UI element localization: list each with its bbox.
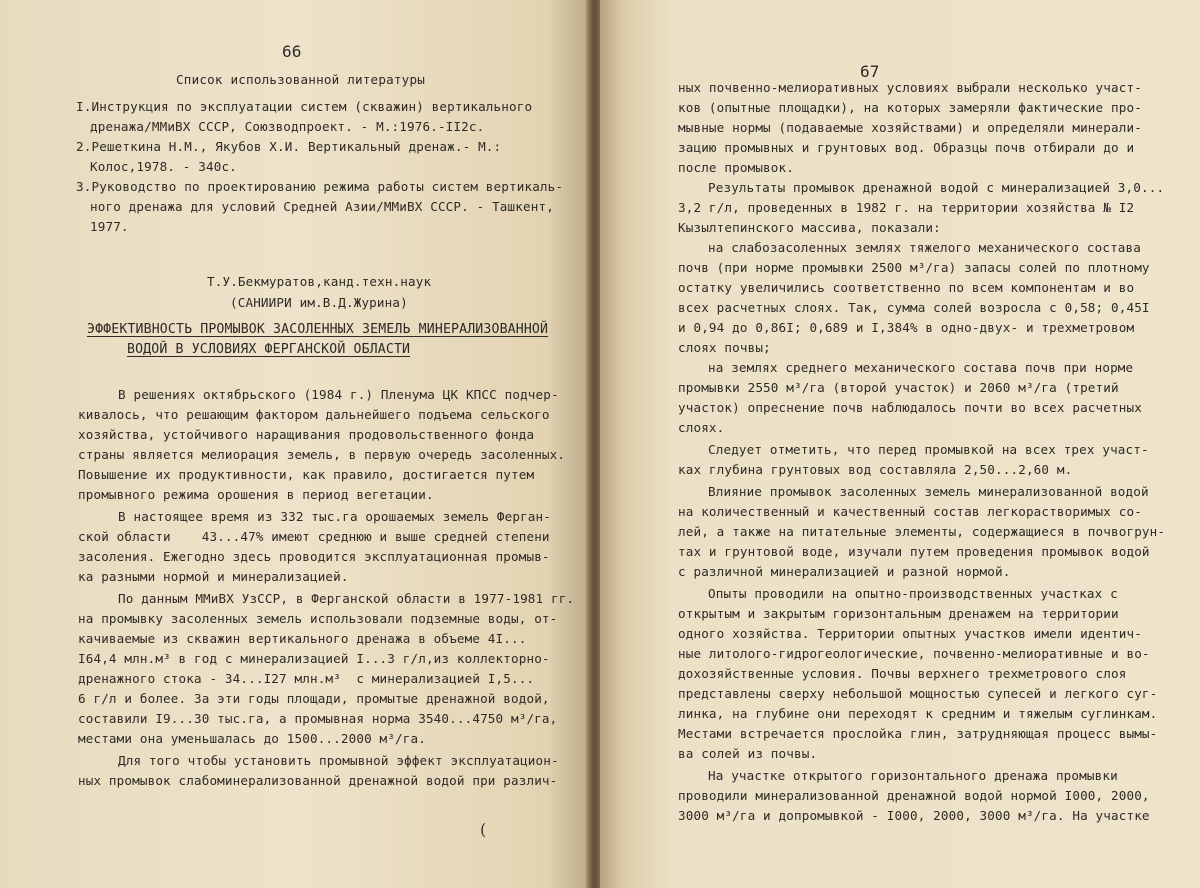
reference-line: ного дренажа для условий Средней Азии/ММиВХ СССР. - Ташкент, [90, 199, 554, 214]
body-line: промывки 2550 м³/га (второй участок) и 2060 м³/га (третий [678, 380, 1119, 395]
body-line: 3000 м³/га и допромывкой - I000, 2000, 3000 м³/га. На участке [678, 808, 1150, 823]
body-line: ках глубина грунтовых вод составляла 2,50...2,60 м. [678, 462, 1073, 477]
pencil-mark: ( [480, 820, 487, 839]
body-line: I64,4 млн.м³ в год с минерализацией I...3 г/л,из коллекторно- [78, 651, 550, 666]
reference-line: I.Инструкция по эксплуатации систем (скважин) вертикального [76, 99, 533, 114]
body-line: Местами встречается прослойка глин, затрудняющая процесс вымы- [678, 726, 1158, 741]
reference-line: 1977. [90, 219, 129, 234]
body-line: слоях. [678, 420, 725, 435]
body-line: тах и грунтовой воде, изучали путем проведения промывок водой [678, 544, 1150, 559]
reference-line: 2.Решеткина Н.М., Якубов Х.И. Вертикальный дренаж.- М.: [76, 139, 502, 154]
body-line: Влияние промывок засоленных земель минерализованной водой [708, 484, 1149, 499]
body-line: ка разными нормой и минерализацией. [78, 569, 349, 584]
body-line: зацию промывных и грунтовых вод. Образцы почв отбирали до и [678, 140, 1135, 155]
body-line: хозяйства, устойчивого наращивания продовольственного фонда [78, 427, 535, 442]
body-line: и 0,94 до 0,86I; 0,689 и I,384% в одно-двух- и трехметровом [678, 320, 1135, 335]
reference-line: дренажа/ММиВХ СССР, Союзводпроект. - М.:1976.-II2с. [90, 119, 485, 134]
body-line: Для того чтобы установить промывной эффект эксплуатацион- [118, 753, 559, 768]
article-title-line: ВОДОЙ В УСЛОВИЯХ ФЕРГАНСКОЙ ОБЛАСТИ [127, 342, 411, 357]
body-line: лей, а также на питательные элементы, содержащиеся в почвогрун- [678, 524, 1166, 539]
body-line: кивалось, что решающим фактором дальнейшего подъема сельского [78, 407, 550, 422]
body-line: Результаты промывок дренажной водой с минерализацией 3,0... [708, 180, 1165, 195]
body-line: ков (опытные площадки), на которых замеряли фактические про- [678, 100, 1142, 115]
right-page [600, 0, 1200, 888]
body-line: качиваемые из скважин вертикального дренажа в объеме 4I... [78, 631, 527, 646]
body-line: страны является мелиорация земель, в первую очередь засоленных. [78, 447, 566, 462]
body-line: линка, на глубине они переходят к средним и тяжелым суглинкам. [678, 706, 1158, 721]
page-number: 66 [282, 42, 302, 61]
references-heading: Список использованной литературы [176, 72, 426, 87]
body-line: Кызылтепинского массива, показали: [678, 220, 941, 235]
body-line: ных почвенно-мелиоративных условиях выбрали несколько участ- [678, 80, 1142, 95]
body-line: слоях почвы; [678, 340, 771, 355]
body-line: открытым и закрытым горизонтальным дренажем на территории [678, 606, 1119, 621]
body-line: почв (при норме промывки 2500 м³/га) запасы солей по плотному [678, 260, 1150, 275]
body-line: остатку увеличились соответственно по всем компонентам и во [678, 280, 1135, 295]
affiliation: (САНИИРИ им.В.Д.Журина) [230, 295, 408, 310]
body-line: составили I9...30 тыс.га, а промывная норма 3540...4750 м³/га, [78, 711, 558, 726]
body-line: ные литолого-гидрогеологические, почвенно-мелиоративные и во- [678, 646, 1150, 661]
article-title-line: ЭФФЕКТИВНОСТЬ ПРОМЫВОК ЗАСОЛЕННЫХ ЗЕМЕЛЬ МИНЕРАЛИЗОВАННОЙ [87, 322, 549, 337]
body-line: на промывку засоленных земель использовали подземные воды, от- [78, 611, 558, 626]
body-line: засоления. Ежегодно здесь проводится эксплуатационная промыв- [78, 549, 550, 564]
body-line: представлены сверху небольшой мощностью супесей и легкого суг- [678, 686, 1158, 701]
body-line: дохозяйственные условия. Почвы верхнего трехметрового слоя [678, 666, 1127, 681]
page-number: 67 [860, 62, 880, 81]
body-line: всех расчетных слоях. Так, сумма солей возросла с 0,58; 0,45I [678, 300, 1150, 315]
body-line: 3,2 г/л, проведенных в 1982 г. на территории хозяйства № I2 [678, 200, 1135, 215]
author: Т.У.Бекмуратов,канд.техн.наук [207, 274, 432, 289]
body-line: на слабозасоленных землях тяжелого механического состава [708, 240, 1141, 255]
body-line: Повышение их продуктивности, как правило, достигается путем [78, 467, 535, 482]
body-line: местами она уменьшалась до 1500...2000 м³/га. [78, 731, 426, 746]
body-line: ской области 43...47% имеют среднюю и выше средней степени [78, 529, 550, 544]
body-line: По данным ММиВХ УзССР, в Ферганской области в 1977-1981 гг. [118, 591, 575, 606]
body-line: с различной минерализацией и разной нормой. [678, 564, 1011, 579]
left-page [0, 0, 588, 888]
body-line: на количественный и качественный состав легкорастворимых со- [678, 504, 1142, 519]
body-line: В настоящее время из 332 тыс.га орошаемых земель Ферган- [118, 509, 551, 524]
body-line: Опыты проводили на опытно-производственных участках с [708, 586, 1118, 601]
body-line: на землях среднего механического состава почв при норме [708, 360, 1134, 375]
reference-line: Колос,1978. - 340с. [90, 159, 237, 174]
body-line: мывные нормы (подаваемые хозяйствами) и определяли минерали- [678, 120, 1142, 135]
body-line: дренажного стока - 34...I27 млн.м³ с минерализацией I,5... [78, 671, 535, 686]
body-line: Следует отметить, что перед промывкой на всех трех участ- [708, 442, 1149, 457]
body-line: промывного режима орошения в период вегетации. [78, 487, 434, 502]
body-line: одного хозяйства. Территории опытных участков имели идентич- [678, 626, 1142, 641]
body-line: ных промывок слабоминерализованной дренажной водой при различ- [78, 773, 558, 788]
body-line: В решениях октябрьского (1984 г.) Пленума ЦК КПСС подчер- [118, 387, 559, 402]
body-line: проводили минерализованной дренажной водой нормой I000, 2000, [678, 788, 1150, 803]
body-line: 6 г/л и более. За эти годы площади, промытые дренажной водой, [78, 691, 550, 706]
body-line: ва солей из почвы. [678, 746, 818, 761]
reference-line: 3.Руководство по проектированию режима работы систем вертикаль- [76, 179, 564, 194]
body-line: после промывок. [678, 160, 794, 175]
body-line: участок) опреснение почв наблюдалось почти во всех расчетных [678, 400, 1142, 415]
body-line: На участке открытого горизонтального дренажа промывки [708, 768, 1118, 783]
